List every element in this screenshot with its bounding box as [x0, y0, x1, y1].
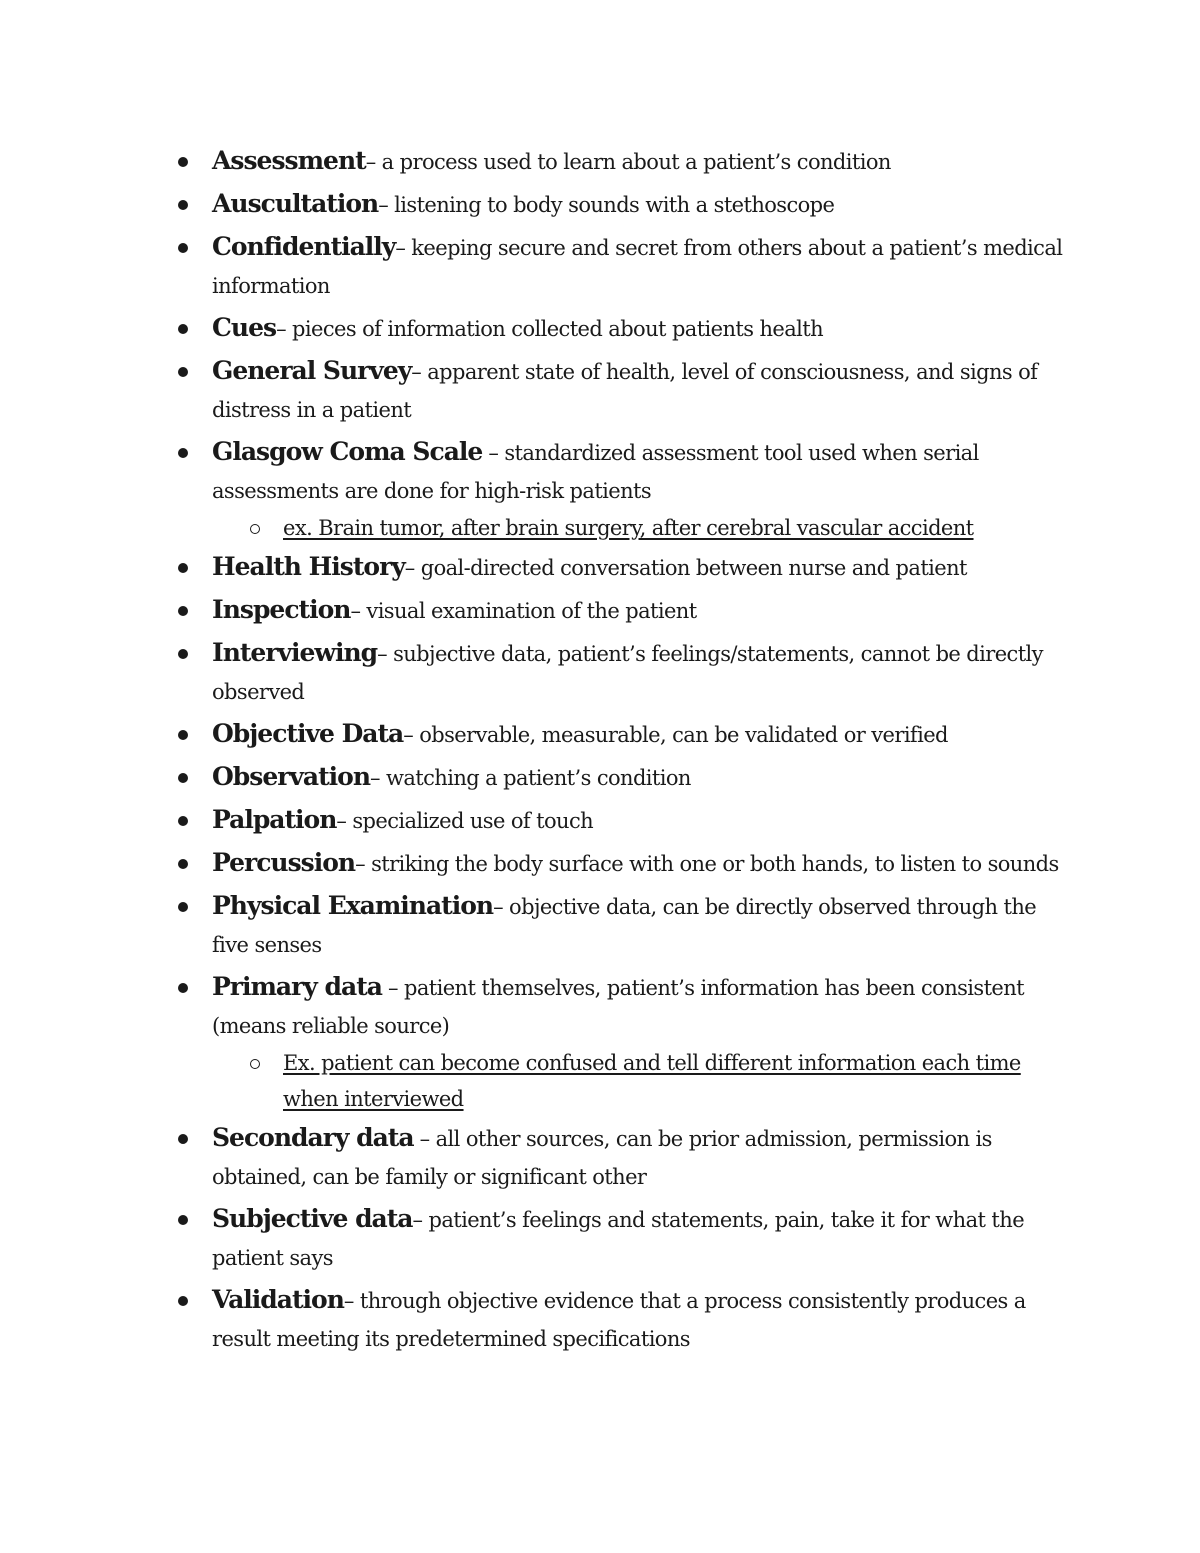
term-definition: – patient’s feelings and statements, pain, take it for what the patient says [212, 1208, 1025, 1270]
example-text: ex. Brain tumor, after brain surgery, after cerebral vascular accident [283, 516, 974, 540]
term-word: Physical Examination [212, 891, 494, 920]
example-text: Ex. patient can become confused and tell different information each time when interviewed [283, 1051, 1021, 1111]
glossary-item [0, 1281, 1067, 1358]
term-definition: – keeping secure and secret from others about a patient’s medical information [212, 236, 1063, 298]
term-word: Objective Data [212, 719, 404, 748]
term-definition: – objective data, can be directly observed through the five senses [212, 895, 1037, 957]
term-word: Cues [212, 313, 277, 342]
bullet-icon [178, 649, 188, 659]
glossary-item [0, 758, 1067, 797]
hollow-bullet-icon [250, 1059, 260, 1069]
glossary-item [0, 1119, 1067, 1196]
term-word: Validation [212, 1285, 344, 1314]
bullet-icon [178, 448, 188, 458]
term-word: Palpation [212, 805, 337, 834]
term-word: Observation [212, 762, 371, 791]
glossary-item [0, 309, 1067, 348]
bullet-icon [178, 606, 188, 616]
term-definition: – all other sources, can be prior admission, permission is obtained, can be family or significant other [212, 1127, 992, 1189]
glossary-item [0, 844, 1067, 883]
term-definition: – apparent state of health, level of consciousness, and signs of distress in a patient [212, 360, 1038, 422]
term-word: Glasgow Coma Scale [212, 437, 483, 466]
term-word: Assessment [212, 146, 366, 175]
glossary-item [0, 548, 1067, 587]
glossary-example [0, 1045, 1073, 1117]
bullet-icon [178, 902, 188, 912]
term-word: General Survey [212, 356, 412, 385]
term-definition: – subjective data, patient’s feelings/statements, cannot be directly observed [212, 642, 1043, 704]
glossary-item [0, 1200, 1067, 1277]
bullet-icon [178, 859, 188, 869]
term-word: Percussion [212, 848, 356, 877]
term-word: Health History [212, 552, 405, 581]
bullet-icon [178, 983, 188, 993]
bullet-icon [178, 1215, 188, 1225]
term-word: Interviewing [212, 638, 378, 667]
term-definition: – pieces of information collected about patients health [276, 317, 824, 341]
term-word: Inspection [212, 595, 351, 624]
bullet-icon [178, 1296, 188, 1306]
bullet-icon [178, 1134, 188, 1144]
bullet-icon [178, 773, 188, 783]
glossary-item [0, 228, 1067, 305]
bullet-icon [178, 730, 188, 740]
hollow-bullet-icon [250, 524, 260, 534]
glossary-list [0, 142, 1200, 1362]
term-definition: – watching a patient’s condition [370, 766, 691, 790]
term-word: Primary data [212, 972, 382, 1001]
term-word: Confidentially [212, 232, 396, 261]
term-definition: – striking the body surface with one or both hands, to listen to sounds [355, 852, 1059, 876]
bullet-icon [178, 243, 188, 253]
bullet-icon [178, 367, 188, 377]
glossary-item [0, 887, 1067, 964]
bullet-icon [178, 324, 188, 334]
term-definition: – visual examination of the patient [350, 599, 697, 623]
term-definition: – specialized use of touch [336, 809, 594, 833]
glossary-item [0, 634, 1067, 711]
glossary-item [0, 352, 1067, 429]
glossary-item [0, 968, 1067, 1045]
term-definition: – listening to body sounds with a stethoscope [378, 193, 835, 217]
glossary-item [0, 715, 1067, 754]
term-word: Auscultation [212, 189, 379, 218]
bullet-icon [178, 200, 188, 210]
term-definition: – through objective evidence that a process consistently produces a result meeting its predetermined specifications [212, 1289, 1026, 1351]
term-definition: – goal-directed conversation between nurse and patient [404, 556, 967, 580]
term-definition: – observable, measurable, can be validated or verified [403, 723, 948, 747]
glossary-item [0, 801, 1067, 840]
glossary-item [0, 591, 1067, 630]
glossary-item [0, 185, 1067, 224]
bullet-icon [178, 563, 188, 573]
glossary-example [0, 510, 1073, 546]
term-definition: – standardized assessment tool used when serial assessments are done for high-risk patients [212, 441, 979, 503]
bullet-icon [178, 157, 188, 167]
term-definition: – a process used to learn about a patient’s condition [365, 150, 891, 174]
term-definition: – patient themselves, patient’s information has been consistent (means reliable source) [212, 976, 1025, 1038]
glossary-item [0, 142, 1067, 181]
term-word: Subjective data [212, 1204, 413, 1233]
glossary-item [0, 433, 1067, 510]
term-word: Secondary data [212, 1123, 414, 1152]
bullet-icon [178, 816, 188, 826]
